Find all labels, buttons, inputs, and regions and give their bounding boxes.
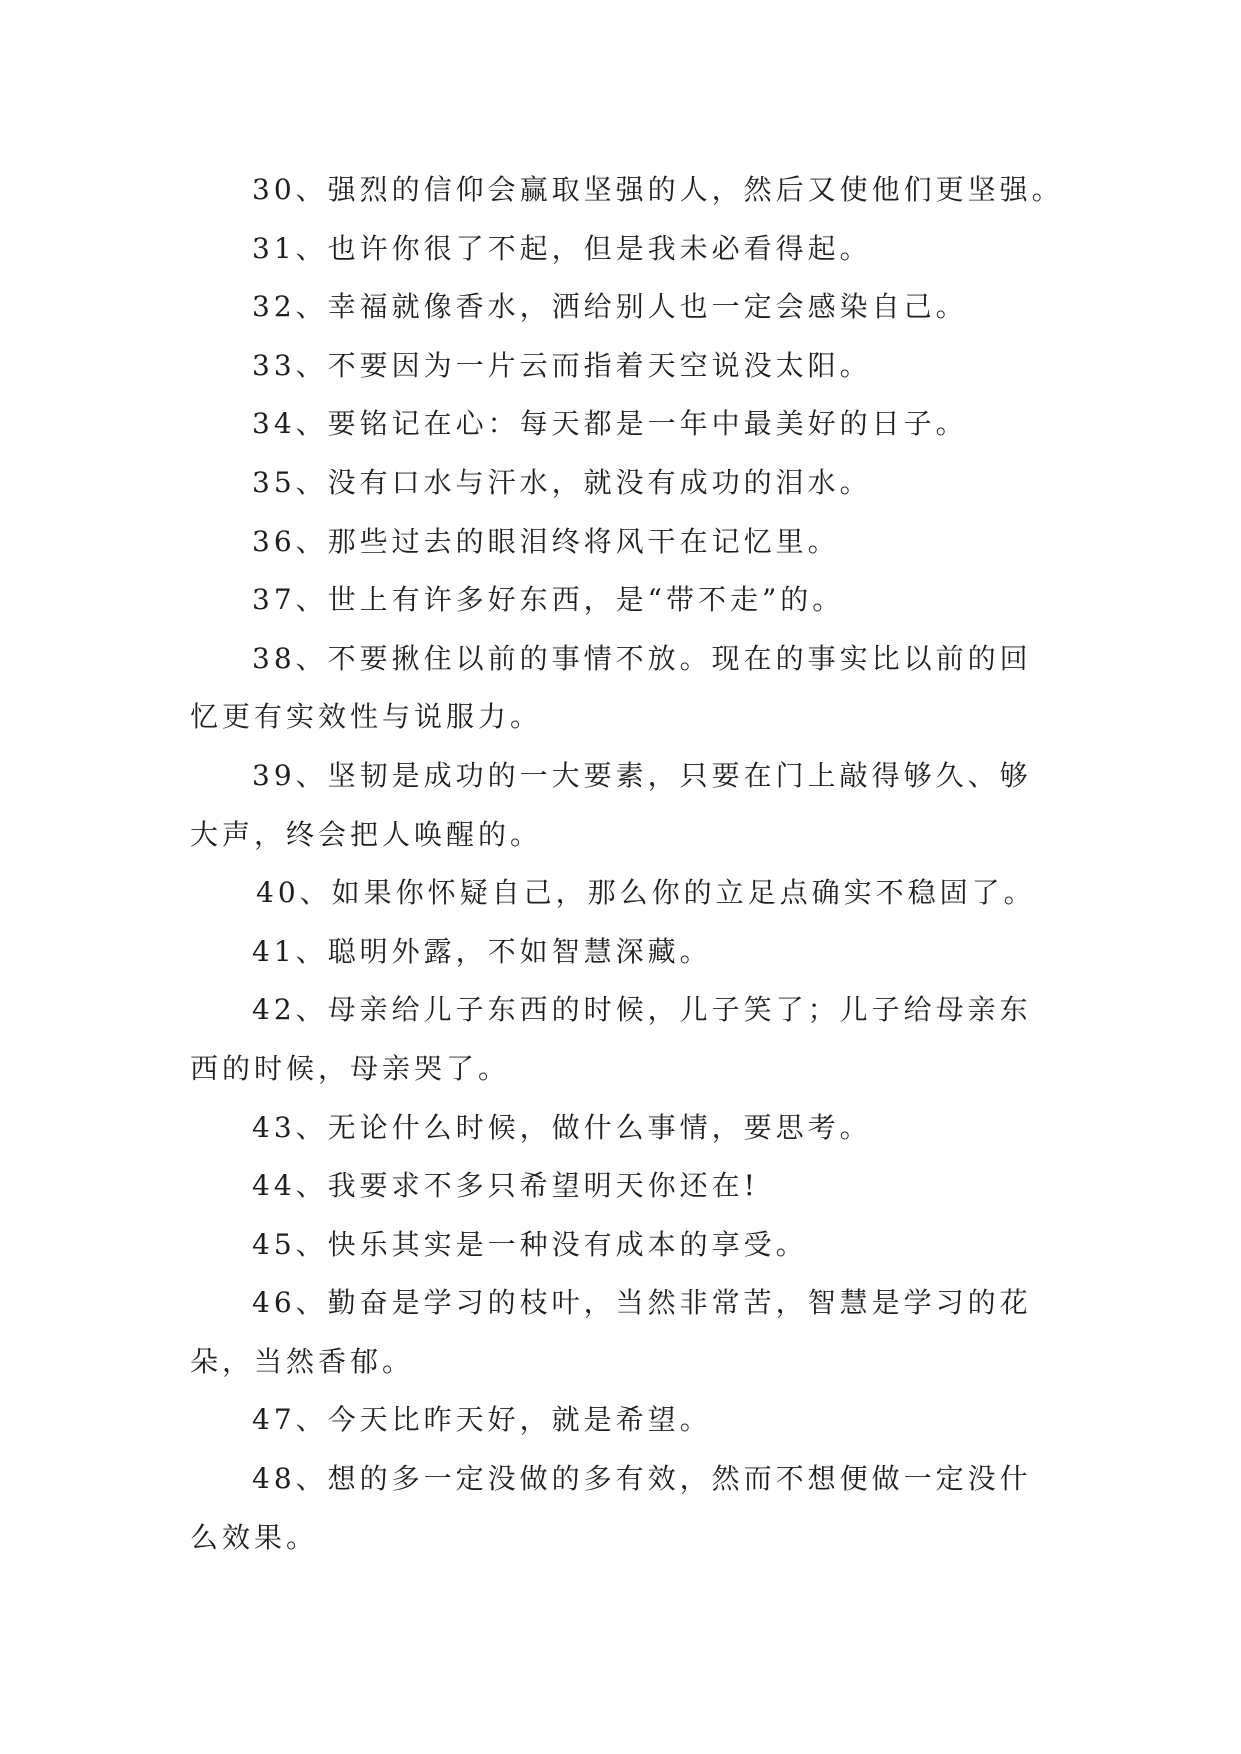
quote-38: 38、不要揪住以前的事情不放。现在的事实比以前的回忆更有实效性与说服力。: [190, 641, 1032, 734]
quote-37: 37、世上有许多好东西，是“带不走”的。: [252, 583, 845, 617]
quote-46: 46、勤奋是学习的枝叶，当然非常苦，智慧是学习的花朵，当然香郁。: [190, 1286, 1032, 1378]
quote-34: 34、要铭记在心：每天都是一年中最美好的日子。: [252, 407, 968, 441]
quote-30: 30、强烈的信仰会赢取坚强的人，然后又使他们更坚强。: [252, 173, 1064, 206]
quote-45: 45、快乐其实是一种没有成本的享受。: [252, 1227, 808, 1261]
quote-41: 41、聪明外露，不如智慧深藏。: [252, 934, 712, 968]
quote-40: 40、如果你怀疑自己，那么你的立足点确实不稳固了。: [256, 876, 1036, 910]
quote-42: 42、母亲给儿子东西的时候，儿子笑了；儿子给母亲东西的时候，母亲哭了。: [190, 993, 1032, 1085]
quote-36: 36、那些过去的眼泪终将风干在记忆里。: [252, 524, 840, 558]
quote-47: 47、今天比昨天好，就是希望。: [252, 1403, 712, 1437]
quote-44: 44、我要求不多只希望明天你还在!: [252, 1169, 759, 1203]
quote-31: 31、也许你很了不起，但是我未必看得起。: [252, 231, 872, 265]
quote-33: 33、不要因为一片云而指着天空说没太阳。: [252, 348, 872, 382]
quote-39: 39、坚韧是成功的一大要素，只要在门上敲得够久、够大声，终会把人唤醒的。: [190, 758, 1032, 851]
quote-list: [190, 161, 1064, 1567]
quote-35: 35、没有口水与汗水，就没有成功的泪水。: [252, 465, 872, 499]
quote-32: 32、幸福就像香水，洒给别人也一定会感染自己。: [252, 290, 968, 324]
quote-48: 48、想的多一定没做的多有效，然而不想便做一定没什么效果。: [190, 1462, 1032, 1554]
quote-43: 43、无论什么时候，做什么事情，要思考。: [252, 1110, 872, 1144]
